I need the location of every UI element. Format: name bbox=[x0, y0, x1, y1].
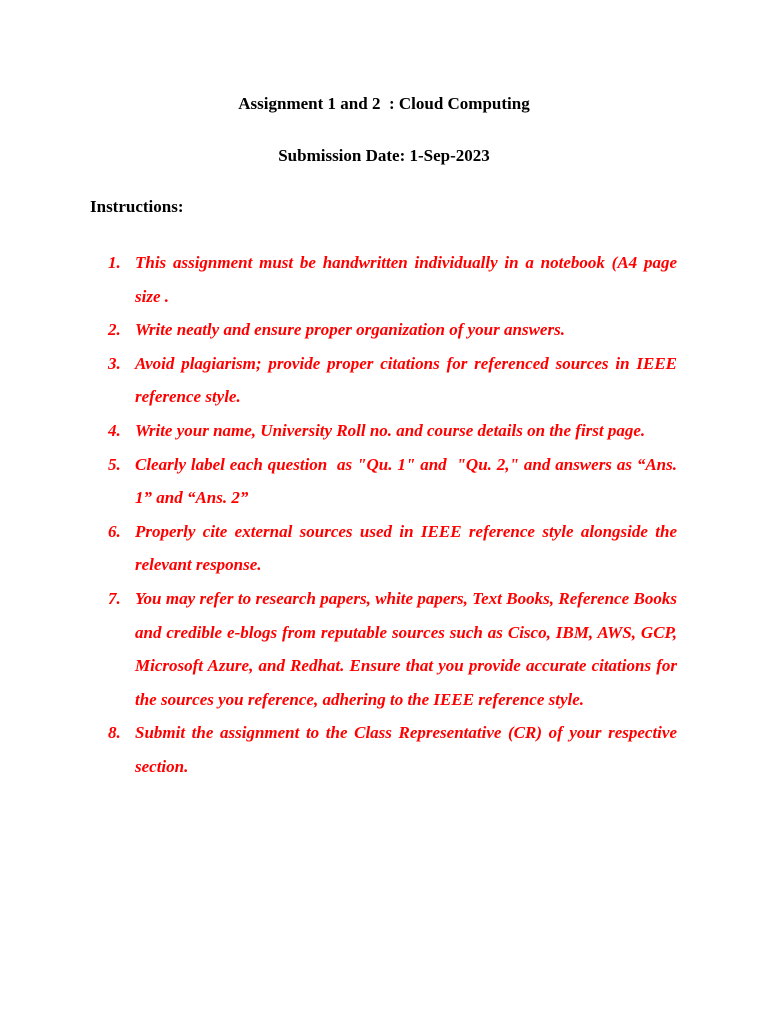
instruction-text: This assignment must be handwritten individually in a notebook (A4 page size . bbox=[135, 253, 682, 306]
instruction-item-7 bbox=[108, 582, 686, 716]
submission-date: Submission Date: 1-Sep-2023 bbox=[278, 146, 490, 165]
instruction-number: 4. bbox=[108, 420, 121, 440]
instruction-item-2 bbox=[108, 313, 677, 347]
instruction-text: Submit the assignment to the Class Representative (CR) of your respective section. bbox=[135, 723, 682, 776]
instruction-item-3 bbox=[108, 347, 682, 414]
instruction-number: 1. bbox=[108, 253, 121, 272]
instructions-heading: Instructions: bbox=[90, 197, 184, 216]
instruction-item-8 bbox=[108, 716, 682, 783]
instruction-item-5 bbox=[108, 448, 682, 515]
instruction-number: 7. bbox=[108, 588, 121, 608]
instruction-text: Clearly label each question as "Qu. 1" and "Qu. 2," and answers as “Ans. 1” and “Ans. 2” bbox=[135, 454, 682, 508]
instruction-text: Properly cite external sources used in IEEE reference style alongside the relevant response. bbox=[135, 521, 682, 575]
instruction-text: You may refer to research papers, white papers, Text Books, Reference Books and credible e-blogs from reputable sources such as Cisco, IBM, AWS, GCP, Microsoft Azure, and Redhat. Ensure that you provide accurate citations for the sources you reference, adhering to the IEEE reference style. bbox=[135, 588, 686, 709]
instruction-item-4 bbox=[108, 414, 677, 448]
instruction-text: Write neatly and ensure proper organization of your answers. bbox=[135, 320, 565, 340]
instruction-number: 5. bbox=[108, 454, 121, 474]
document-title: Assignment 1 and 2 : Cloud Computing bbox=[238, 94, 530, 113]
instruction-item-6 bbox=[108, 515, 682, 582]
instructions-list bbox=[108, 246, 686, 784]
instruction-number: 2. bbox=[108, 320, 121, 340]
instruction-number: 3. bbox=[108, 353, 121, 373]
instruction-text: Avoid plagiarism; provide proper citations for referenced sources in IEEE reference style. bbox=[135, 353, 682, 407]
instruction-text: Write your name, University Roll no. and course details on the first page. bbox=[135, 420, 646, 440]
instruction-number: 6. bbox=[108, 521, 121, 541]
instruction-number: 8. bbox=[108, 723, 121, 743]
instruction-item-1 bbox=[108, 246, 682, 313]
